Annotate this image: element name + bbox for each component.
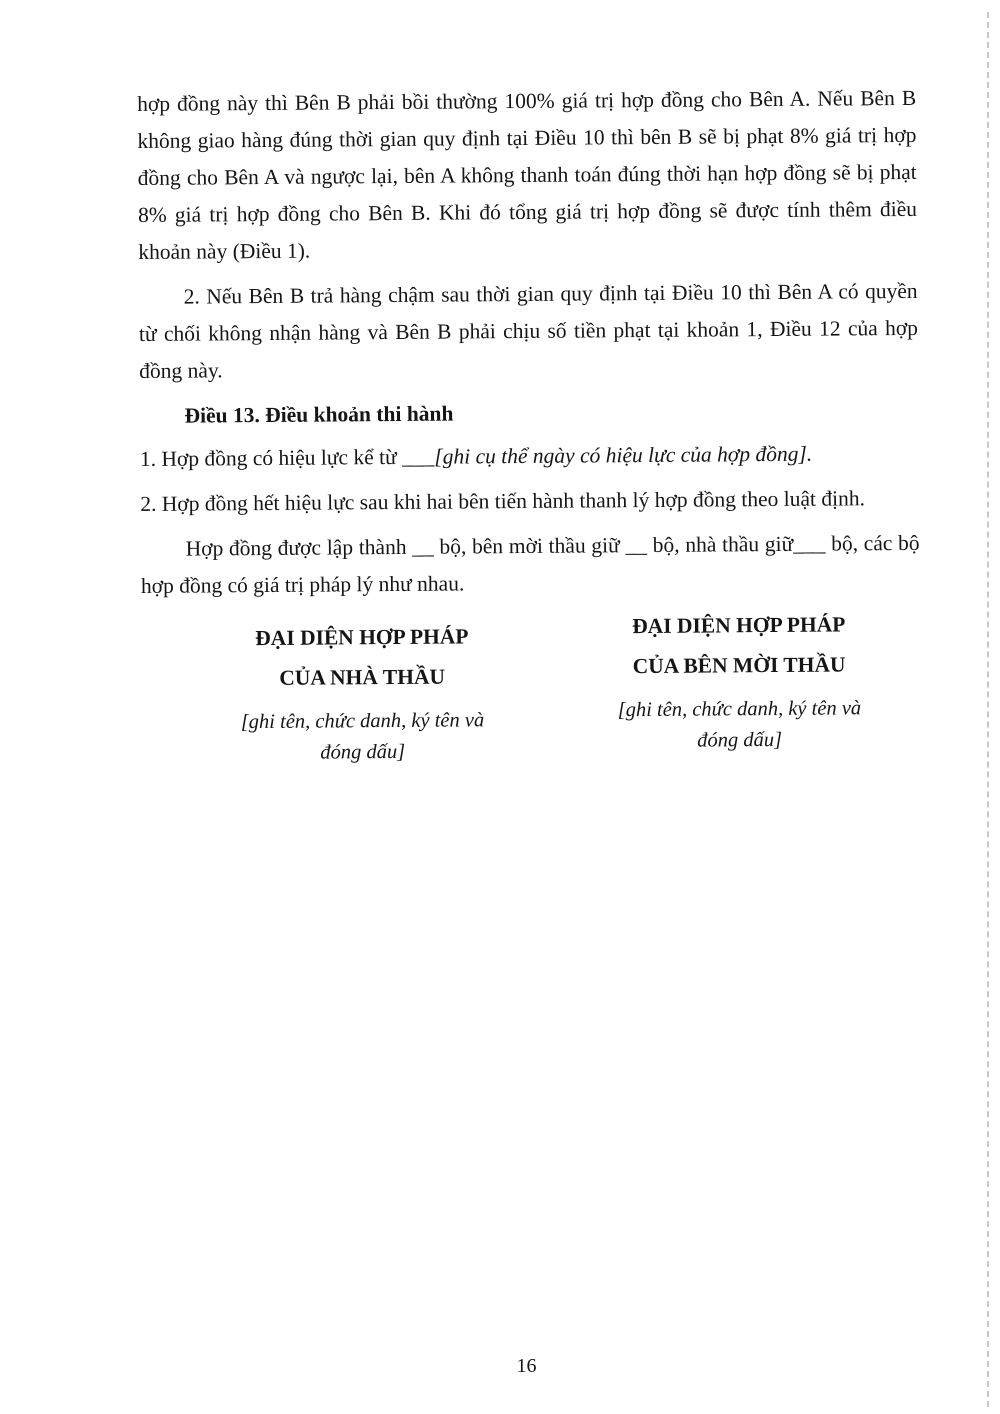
paragraph-penalty-carryover: hợp đồng này thì Bên B phải bồi thường 100% giá trị hợp đồng cho Bên A. Nếu Bên B không giao hàng đúng thời gian quy định tại Điều 10 thì bên B sẽ bị phạt 8% giá trị hợp đồng cho Bên A và ngược lại, bên A không thanh toán đúng thời hạn hợp đồng sẽ bị phạt 8% giá trị hợp đồng cho Bên B. Khi đó tổng giá trị hợp đồng sẽ được tính thêm điều khoản này (Điều 1). — [137, 85, 918, 264]
item-1-blank: ___ — [401, 444, 435, 469]
article-13-item-1 — [140, 435, 919, 478]
paragraph-copies: Hợp đồng được lập thành __ bộ, bên mời thầu giữ __ bộ, nhà thầu giữ___ bộ, các bộ hợp đồng có giá trị pháp lý như nhau. — [140, 530, 920, 598]
procuring-entity-signature-note: [ghi tên, chức danh, ký tên và đóng dấu] — [617, 697, 862, 752]
signature-block-procuring-entity — [566, 604, 912, 758]
contractor-signature-title-line1: ĐẠI DIỆN HỢP PHÁP — [255, 624, 469, 651]
article-13-heading: Điều 13. Điều khoản thi hành — [184, 401, 454, 428]
scan-artifact-line — [987, 12, 989, 1407]
procuring-entity-signature-title-line1: ĐẠI DIỆN HỢP PHÁP — [632, 612, 846, 639]
contract-text-block — [137, 80, 921, 770]
signature-block-contractor — [189, 616, 535, 770]
item-1-placeholder-note: [ghi cụ thể ngày có hiệu lực của hợp đồng]. — [434, 441, 813, 469]
contractor-signature-note: [ghi tên, chức danh, ký tên và đóng dấu] — [240, 709, 485, 764]
item-1-text: 1. Hợp đồng có hiệu lực kể từ — [139, 444, 403, 471]
paragraph-clause-2: 2. Nếu Bên B trả hàng chậm sau thời gian quy định tại Điều 10 thì Bên A có quyền từ chối không nhận hàng và Bên B phải chịu số tiền phạt tại khoản 1, Điều 12 của hợp đồng này. — [138, 278, 919, 383]
contractor-signature-title-line2: CỦA NHÀ THẦU — [279, 664, 446, 690]
procuring-entity-signature-title-line2: CỦA BÊN MỜI THẦU — [632, 652, 846, 679]
signature-blocks — [141, 613, 921, 770]
article-13-item-2: 2. Hợp đồng hết hiệu lực sau khi hai bên tiến hành thanh lý hợp đồng theo luật định. — [140, 486, 866, 516]
page-number: 16 — [516, 1355, 537, 1377]
